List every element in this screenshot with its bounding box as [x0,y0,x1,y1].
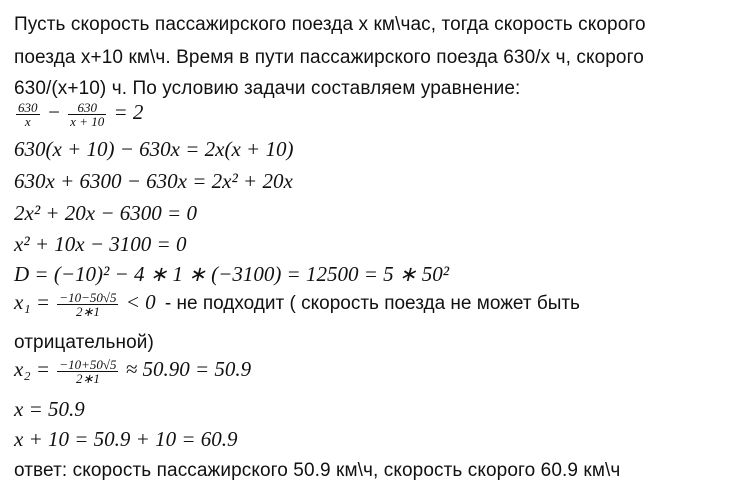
fraction-numerator: 630 [77,99,97,115]
answer-line: ответ: скорость пассажирского 50.9 км\ч, скорость скорого 60.9 км\ч [14,460,621,481]
not-fit-continuation: отрицательной) [14,332,154,353]
fraction-numerator: −10−50√5 [59,289,117,305]
fraction-denominator: 2∗1 [57,304,118,318]
equation-x-plus-10: x + 10 = 50.9 + 10 = 60.9 [14,427,238,451]
root-x1-lhs: x₁ = [14,290,51,314]
fraction-denominator: x [16,114,40,128]
equation-expand: 630(x + 10) − 630x = 2x(x + 10) [14,137,294,161]
equation-x-value: x = 50.9 [14,397,85,421]
fraction-630-over-x [16,101,40,128]
fraction-denominator: x + 10 [70,113,105,129]
root-x2-fraction [57,358,118,385]
not-fit-note: - не подходит ( скорость поезда не может быть [164,293,580,314]
equation-fractions [14,100,143,128]
fraction-numerator: −10+50√5 [59,356,117,372]
solution-document [14,0,720,495]
equation-rhs: = 2 [113,100,144,124]
root-x2-rhs: ≈ 50.90 = 50.9 [125,357,252,381]
text-line-1: Пусть скорость пассажирского поезда х км\час, тогда скорость скорого [14,14,646,35]
equation-quadratic: 2x² + 20x − 6300 = 0 [14,201,197,225]
minus-sign: − [46,100,61,124]
root-x2-line [14,357,251,385]
text-line-2: поезда х+10 км\ч. Время в пути пассажирского поезда 630/х ч, скорого [14,47,644,68]
equation-simplify: 630x + 6300 − 630x = 2x² + 20x [14,169,293,193]
text-line-3: 630/(х+10) ч. По условию задачи составляем уравнение: [14,78,521,99]
equation-reduced: x² + 10x − 3100 = 0 [14,232,187,256]
root-x2-lhs: x₂ = [14,357,51,381]
fraction-denominator: 2∗1 [57,371,118,385]
root-x1-fraction [57,291,118,318]
fraction-630-over-x-plus-10 [68,101,106,128]
fraction-numerator: 630 [18,99,38,115]
root-x1-rhs: < 0 [125,290,156,314]
equation-discriminant: D = (−10)² − 4 ∗ 1 ∗ (−3100) = 12500 = 5 ∗ 50² [14,262,450,286]
root-x1-line [14,290,580,318]
